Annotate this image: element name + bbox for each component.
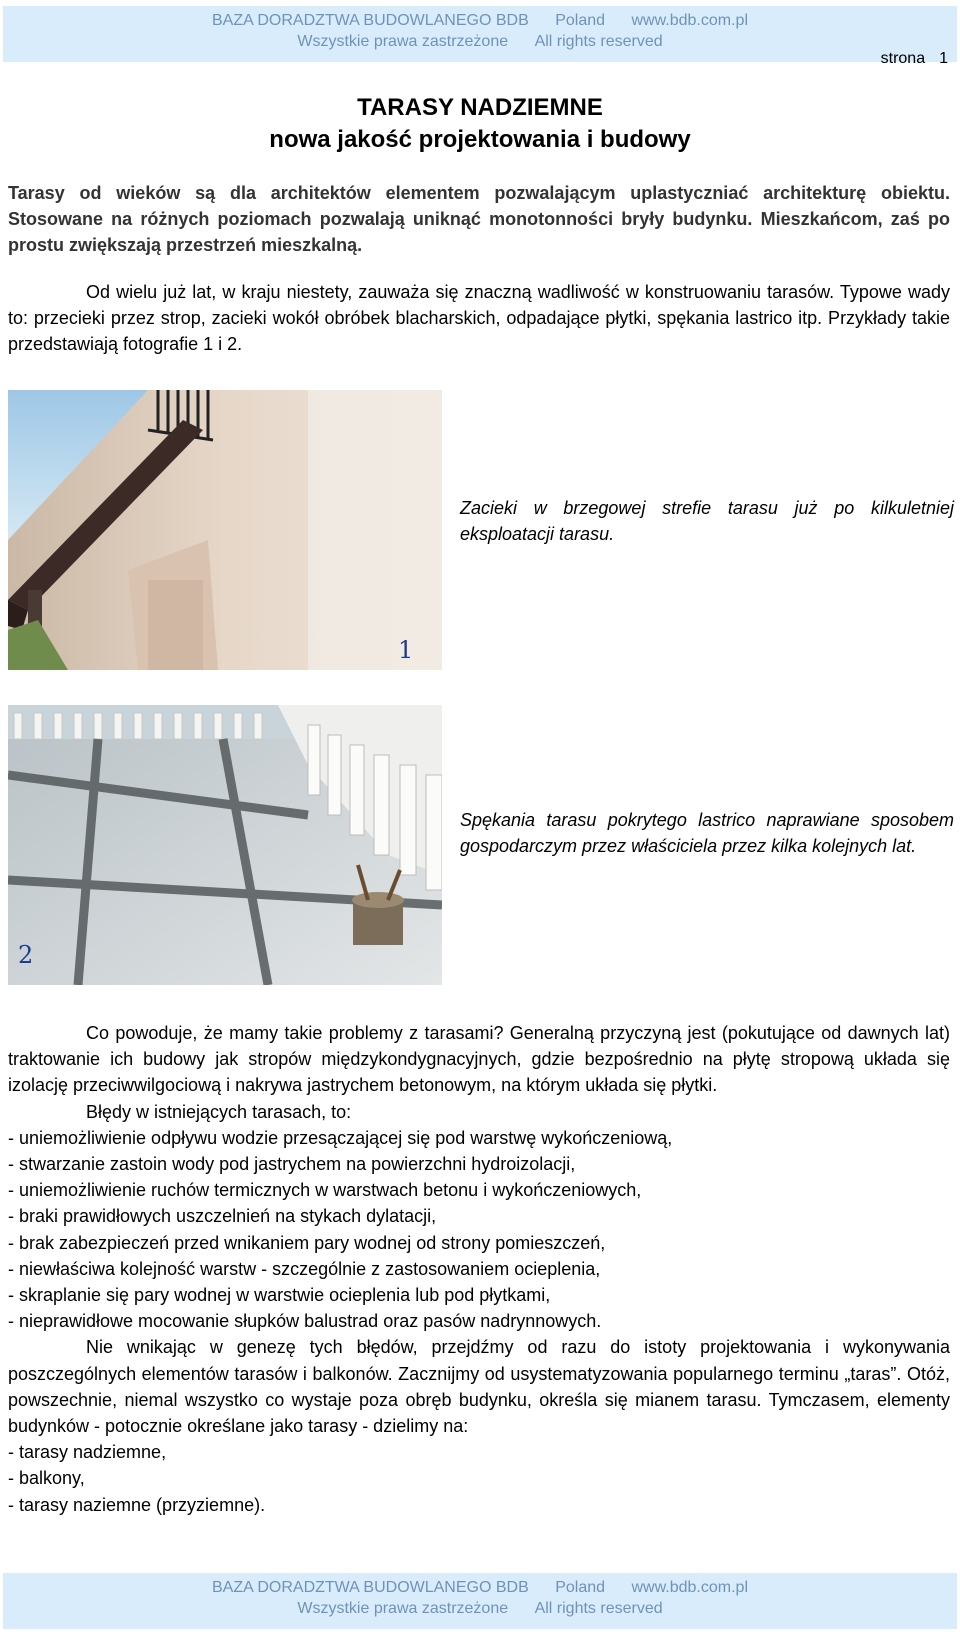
terminology-paragraph: Nie wnikając w genezę tych błędów, przejdźmy od razu do istoty projektowania i wykonywania poszczególnych elementów tarasów i balkonów. Zacznijmy od usystematyzowania popularnego terminu „taras”. Otóż, powszechnie, niemal wszystko co wystaje poza obręb budynku, określa się mianem tarasu. Tymczasem, elementy budynków - potocznie określane jako tarasy - dzielimy na: xyxy=(8,1337,950,1437)
errors-list xyxy=(8,1125,950,1335)
list-item: - balkony, xyxy=(8,1468,85,1489)
list-item: - niewłaściwa kolejność warstw - szczególnie z zastosowaniem ocieplenia, xyxy=(8,1258,601,1279)
list-item: - brak zabezpieczeń przed wnikaniem pary wodnej od strony pomieszczeń, xyxy=(8,1232,606,1253)
photo-2-image xyxy=(8,705,442,985)
list-item: - stwarzanie zastoin wody pod jastrychem na powierzchni hydroizolacji, xyxy=(8,1154,576,1175)
causes-paragraph: Co powoduje, że mamy takie problemy z tarasami? Generalną przyczyną jest (pokutujące od dawnych lat) traktowanie ich budowy jak stropów międzykondygnacyjnych, gdzie bezpośrednio na płytę stropową układa się izolację przeciwwilgociową i nakrywa jastrychem betonowym, na którym układa się płytki. xyxy=(8,1023,950,1096)
page-number-value: 1 xyxy=(939,50,948,67)
country: Poland xyxy=(555,12,606,29)
list-item: - tarasy nadziemne, xyxy=(8,1442,167,1463)
figure-1-caption: Zacieki w brzegowej strefie tarasu już po kilkuletniej eksploatacji tarasu. xyxy=(460,498,954,544)
list-item: - tarasy naziemne (przyziemne). xyxy=(8,1494,266,1515)
footer-country: Poland xyxy=(555,1579,606,1596)
footer-website-link[interactable]: www.bdb.com.pl xyxy=(631,1579,748,1596)
list-item: - skraplanie się pary wodnej w warstwie ocieplenia lub pod płytkami, xyxy=(8,1285,551,1306)
page-label: strona xyxy=(880,50,926,67)
footer-rights-en: All rights reserved xyxy=(534,1600,663,1617)
website-link[interactable]: www.bdb.com.pl xyxy=(631,12,748,29)
figure-1-photo xyxy=(8,390,442,670)
errors-intro: Błędy w istniejących tarasach, to: xyxy=(86,1101,352,1122)
page-number xyxy=(881,50,948,68)
title-line-1: TARASY NADZIEMNE xyxy=(357,94,603,121)
photo-2-number: 2 xyxy=(18,941,34,969)
main-body xyxy=(8,1020,950,1518)
types-list xyxy=(8,1439,950,1518)
page-footer xyxy=(3,1573,957,1629)
footer-org-name: BAZA DORADZTWA BUDOWLANEGO BDB xyxy=(211,1579,529,1596)
list-item: - uniemożliwienie odpływu wodzie przesączającej się pod warstwę wykończeniową, xyxy=(8,1127,673,1148)
rights-pl: Wszystkie prawa zastrzeżone xyxy=(297,33,509,50)
list-item: - nieprawidłowe mocowanie słupków balustrad oraz pasów nadrynnowych. xyxy=(8,1311,602,1332)
figure-2-caption: Spękania tarasu pokrytego lastrico naprawiane sposobem gospodarczym przez właściciela przez kilka kolejnych lat. xyxy=(460,810,954,856)
list-item: - uniemożliwienie ruchów termicznych w warstwach betonu i wykończeniowych, xyxy=(8,1180,642,1201)
photo-1-image xyxy=(8,390,442,670)
title-line-2: nowa jakość projektowania i budowy xyxy=(269,126,691,153)
list-item: - braki prawidłowych uszczelnień na stykach dylatacji, xyxy=(8,1206,437,1227)
figure-2-photo xyxy=(8,705,442,985)
page-header xyxy=(3,6,957,62)
footer-rights-pl: Wszystkie prawa zastrzeżone xyxy=(297,1600,509,1617)
intro-paragraph: Od wielu już lat, w kraju niestety, zauważa się znaczną wadliwość w konstruowaniu tarasów. Typowe wady to: przecieki przez strop, zacieki wokół obróbek blacharskich, odpadające płytki, spękania lastrico itp. Przykłady takie przedstawiają fotografie 1 i 2. xyxy=(8,282,950,355)
page-title xyxy=(0,92,960,156)
org-name: BAZA DORADZTWA BUDOWLANEGO BDB xyxy=(211,12,529,29)
rights-en: All rights reserved xyxy=(534,33,663,50)
lead-paragraph: Tarasy od wieków są dla architektów elementem pozwalającym uplastyczniać architekturę obiektu. Stosowane na różnych poziomach pozwalają uniknąć monotonności bryły budynku. Mieszkańcom, zaś po prostu zwiększają przestrzeń mieszkalną. xyxy=(8,183,950,256)
photo-1-number: 1 xyxy=(398,636,414,664)
